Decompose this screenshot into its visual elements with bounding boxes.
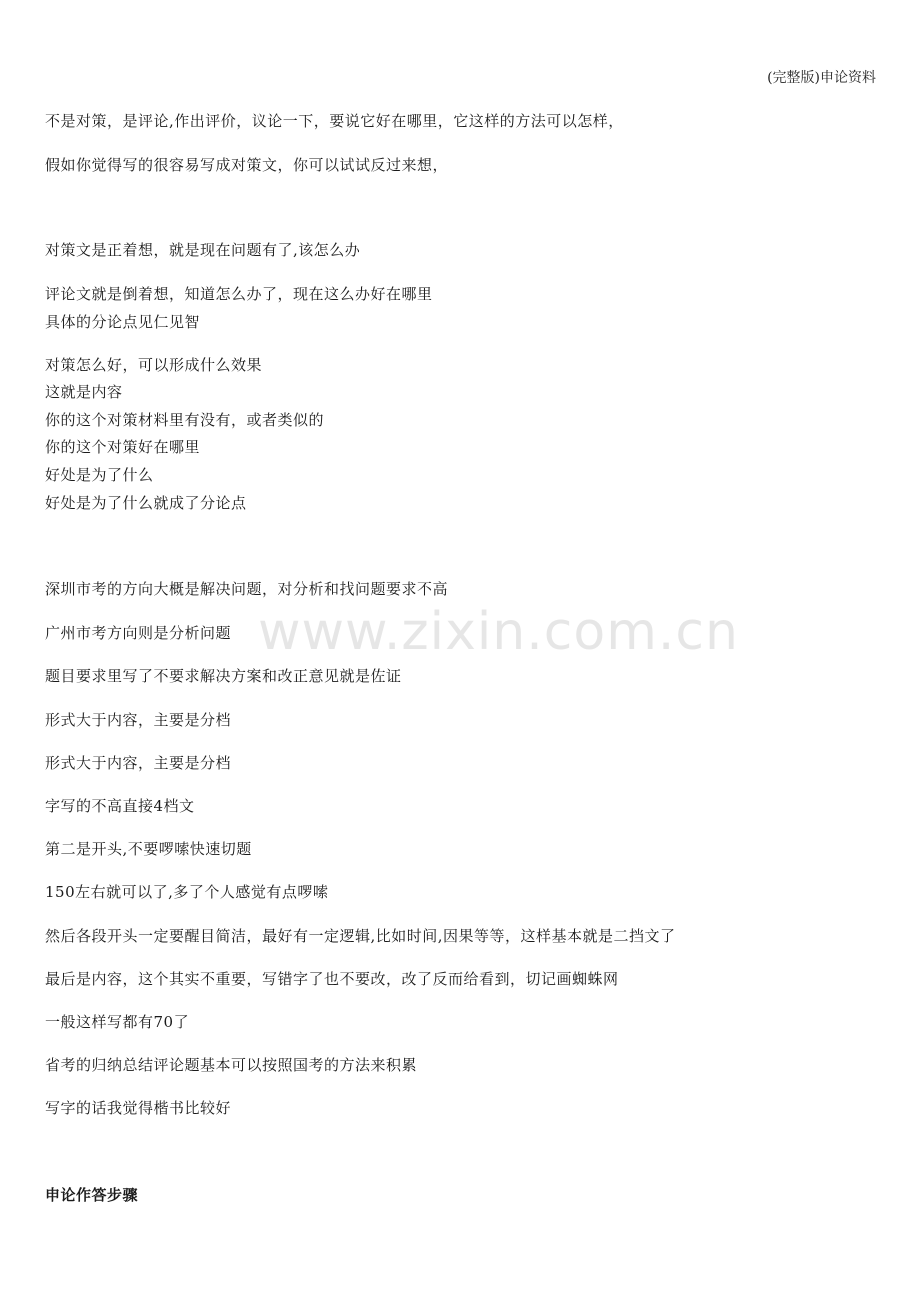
text-line: 然后各段开头一定要醒目简洁，最好有一定逻辑,比如时间,因果等等，这样基本就是二挡文了 bbox=[45, 927, 676, 945]
text-line: 好处是为了什么 bbox=[45, 466, 154, 484]
text-line: 最后是内容，这个其实不重要，写错字了也不要改，改了反而给看到，切记画蜘蛛网 bbox=[45, 970, 619, 988]
watermark: www.zixin.com.cn bbox=[258, 602, 739, 662]
text-line: 字写的不高直接4档文 bbox=[45, 797, 195, 815]
text-line: 对策怎么好，可以形成什么效果 bbox=[45, 356, 263, 374]
text-line: 形式大于内容，主要是分档 bbox=[45, 754, 232, 772]
text-line: 你的这个对策好在哪里 bbox=[45, 438, 201, 456]
text-line: 省考的归纳总结评论题基本可以按照国考的方法来积累 bbox=[45, 1056, 418, 1074]
text-line: 形式大于内容，主要是分档 bbox=[45, 711, 232, 729]
text-line: 你的这个对策材料里有没有，或者类似的 bbox=[45, 411, 325, 429]
document-header: (完整版)申论资料 bbox=[767, 70, 876, 86]
text-line: 写字的话我觉得楷书比较好 bbox=[45, 1099, 232, 1117]
text-line: 好处是为了什么就成了分论点 bbox=[45, 494, 247, 512]
text-line: 150左右就可以了,多了个人感觉有点啰嗦 bbox=[45, 883, 329, 901]
section-heading: 申论作答步骤 bbox=[45, 1186, 139, 1204]
text-line: 题目要求里写了不要求解决方案和改正意见就是佐证 bbox=[45, 667, 402, 685]
text-line: 具体的分论点见仁见智 bbox=[45, 313, 201, 331]
text-line: 广州市考方向则是分析问题 bbox=[45, 624, 232, 642]
text-line: 对策文是正着想，就是现在问题有了,该怎么办 bbox=[45, 241, 361, 259]
text-line: 不是对策，是评论,作出评价，议论一下，要说它好在哪里，它这样的方法可以怎样， bbox=[45, 112, 624, 130]
text-line: 评论文就是倒着想，知道怎么办了，现在这么办好在哪里 bbox=[45, 285, 433, 303]
text-line: 这就是内容 bbox=[45, 383, 123, 401]
text-line: 第二是开头,不要啰嗦快速切题 bbox=[45, 840, 252, 858]
text-line: 假如你觉得写的很容易写成对策文，你可以试试反过来想， bbox=[45, 156, 449, 174]
text-line: 深圳市考的方向大概是解决问题，对分析和找问题要求不高 bbox=[45, 580, 449, 598]
text-line: 一般这样写都有70了 bbox=[45, 1013, 190, 1031]
